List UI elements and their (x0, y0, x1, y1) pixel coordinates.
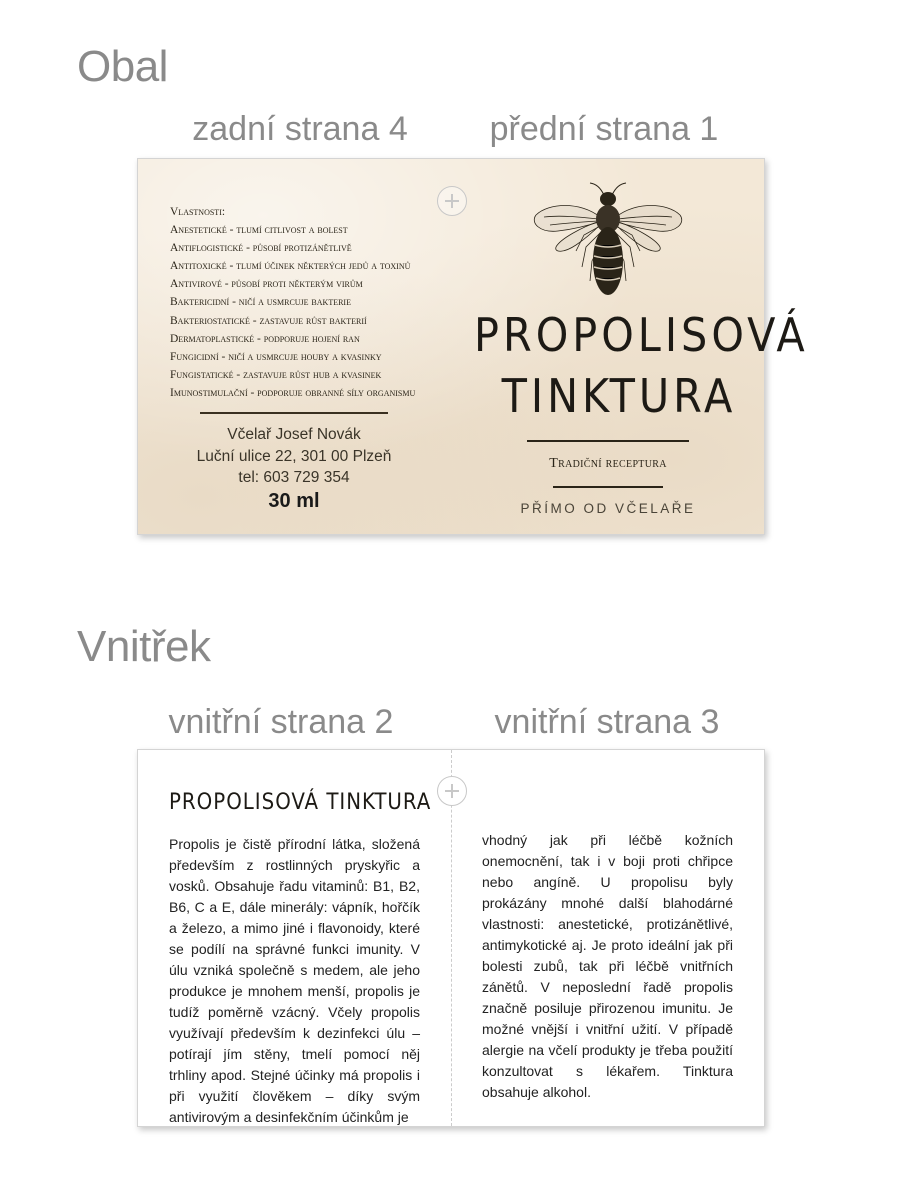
front-divider-bottom (553, 486, 663, 488)
property-item: Antivirové - působí proti některým virům (170, 278, 363, 291)
front-divider-top (527, 440, 689, 442)
property-item: Baktericidní - ničí a usmrcuje bakterie (170, 296, 351, 309)
fold-line (451, 750, 452, 1126)
inner-text-right: vhodný jak při léčbě kožních onemocnění, tak i v boji proti chřipce nebo angíně. U propolisu byly prokázány mnohé další blahodárné vlastnosti: anestetické, protizánětlivé, antimykotické aj. Je proto ideální jak při bolesti zubů, tak při léčbě vnitřních zánětů. V neposlední řadě propolis značně posiluje přirozenou imunitu. Je možné vnější i vnitřní užití. V případě alergie na včelí produkty je třeba použití konzultovat s lékařem. Tinktura obsahuje alkohol. (482, 832, 733, 1100)
property-item: Imunostimulační - podporuje obranné síly organismu (170, 386, 416, 399)
cover-card (137, 158, 809, 535)
inner-text-left: Propolis je čistě přírodní látka, složená především z rostlinných pryskyřic a vosků. Obsahuje řadu vitaminů: B1, B2, B6, C a E, dále minerály: vápník, hořčík a železo, a mimo jiné i flavonoidy, které se podílí na správné funkci imunity. V úlu vzniká společně s medem, ale jeho produkce je mnohem menší, propolis je tudíž poměrně vzácný. Včely propolis využívají především k dezinfekci úlu – potírají jím stěny, tmelí pomocí něj trhliny apod. Stejné účinky má propolis i při využití člověkem – díky svým antivirovým a desinfekčním účinkům je (169, 836, 420, 1125)
beekeeper-address: Luční ulice 22, 301 00 Plzeň (196, 448, 392, 465)
label-front-page: přední strana 1 (489, 110, 719, 148)
product-subtitle: Tradiční receptura (549, 456, 667, 471)
volume-label: 30 ml (268, 490, 320, 512)
product-title-line1: PROPOLISOVÁ (474, 308, 809, 362)
property-item: Anestetické - tlumí citlivost a bolest (170, 224, 348, 237)
inner-title: PROPOLISOVÁ TINKTURA (169, 790, 432, 815)
property-item: Fungistatické - zastavuje růst hub a kvasinek (170, 368, 382, 381)
fold-plus-icon (437, 776, 467, 806)
label-inner-right-page: vnitřní strana 3 (494, 703, 720, 741)
section-heading-inner: Vnitřek (77, 622, 211, 671)
back-divider (200, 412, 388, 414)
product-tagline: PŘÍMO OD VČELAŘE (520, 501, 696, 516)
property-item: Antiflogistické - působí protizánětlivě (170, 242, 352, 255)
property-item: Vlastnosti: (170, 206, 226, 218)
property-item: Antitoxické - tlumí účinek některých jedů a toxinů (170, 260, 411, 273)
beekeeper-phone: tel: 603 729 354 (238, 469, 350, 486)
property-item: Fungicidní - ničí a usmrcuje houby a kvasinky (170, 350, 382, 363)
properties-list (170, 203, 470, 402)
property-item: Dermatoplastické - podporuje hojení ran (170, 332, 360, 345)
inner-card (137, 749, 765, 1127)
beekeeper-name: Včelař Josef Novák (227, 426, 361, 443)
property-item: Bakteriostatické - zastavuje růst bakterií (170, 314, 367, 327)
label-inner-left-page: vnitřní strana 2 (168, 703, 394, 741)
product-title-line2: TINKTURA (501, 369, 737, 423)
bee-illustration-icon (530, 181, 686, 303)
label-back-page: zadní strana 4 (192, 110, 408, 148)
section-heading-cover: Obal (77, 42, 168, 91)
